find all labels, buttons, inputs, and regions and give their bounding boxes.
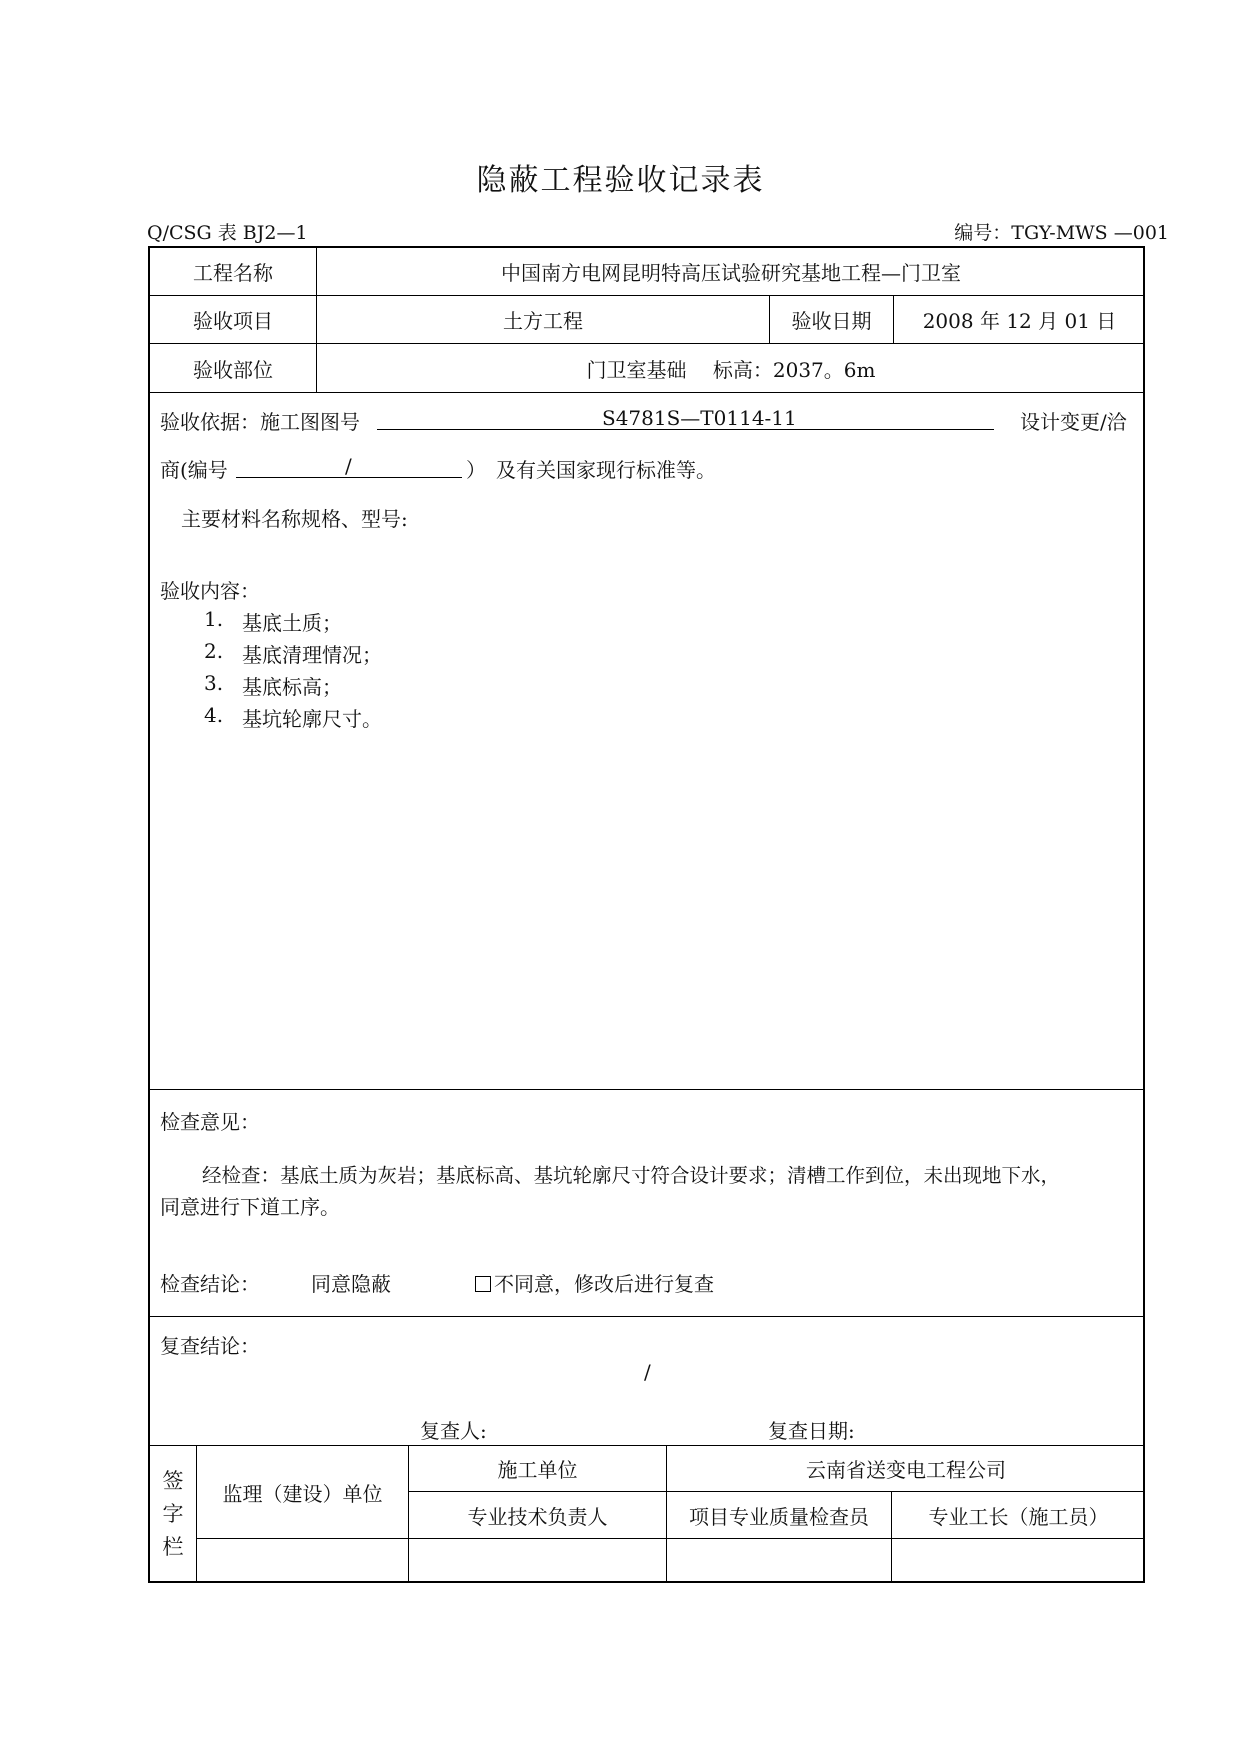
serial-number: 编号：TGY-MWS —001 — [954, 222, 1169, 244]
construction-unit-label: 施工单位 — [497, 1458, 578, 1482]
recheck-label: 复查结论： — [160, 1334, 260, 1358]
inspect-part-value: 门卫室基础 标高：2037。6m — [586, 357, 876, 382]
foreman-signature-cell[interactable] — [892, 1539, 1145, 1583]
row-divider — [150, 1316, 1145, 1317]
list-item: 基底标高； — [242, 675, 342, 699]
list-item: 基底土质； — [242, 611, 342, 635]
list-item-number: 2. — [204, 639, 224, 663]
disagree-checkbox[interactable] — [475, 1276, 491, 1292]
list-item-number: 3. — [204, 671, 224, 695]
tech-lead-label: 专业技术负责人 — [467, 1504, 608, 1529]
supervisor-unit-label: 监理（建设）单位 — [222, 1481, 383, 1506]
project-name-value: 中国南方电网昆明特高压试验研究基地工程—门卫室 — [501, 261, 961, 285]
row-divider — [150, 392, 1145, 393]
opinion-text-line1: 经检查：基底土质为灰岩；基底标高、基坑轮廓尺寸符合设计要求；清槽工作到位，未出现地下水， — [202, 1164, 1061, 1187]
design-change-label: 设计变更/洽 — [1020, 410, 1127, 434]
opinion-text-line2: 同意进行下道工序。 — [160, 1195, 340, 1219]
inspect-item-value: 土方工程 — [503, 309, 583, 333]
list-item-number: 1. — [204, 607, 224, 631]
project-name-label: 工程名称 — [193, 261, 273, 285]
change-no-prefix: 商(编号 — [160, 458, 228, 482]
basis-prefix: 验收依据：施工图图号 — [160, 410, 360, 434]
change-number: / — [345, 454, 352, 478]
opinion-label: 检查意见： — [160, 1110, 260, 1134]
content-label: 验收内容： — [160, 579, 260, 603]
materials-label: 主要材料名称规格、型号: — [181, 507, 408, 531]
rechecker-label: 复查人: — [420, 1419, 487, 1443]
inspection-form — [148, 246, 1145, 1583]
inspect-part-label: 验收部位 — [193, 357, 273, 382]
row-divider — [150, 1089, 1145, 1090]
conclusion-label: 检查结论： — [160, 1272, 260, 1296]
form-code: Q/CSG 表 BJ2—1 — [147, 222, 308, 244]
signature-side-label: 签 字 栏 — [162, 1469, 184, 1559]
inspect-item-label: 验收项目 — [193, 309, 273, 333]
inspect-date-label: 验收日期 — [791, 309, 872, 333]
recheck-value: / — [644, 1360, 651, 1384]
foreman-label: 专业工长（施工员） — [928, 1504, 1109, 1529]
recheck-date-label: 复查日期: — [768, 1419, 855, 1443]
standards-note: ） 及有关国家现行标准等。 — [466, 458, 716, 482]
disagree-text: 不同意，修改后进行复查 — [494, 1272, 714, 1296]
conclusion-disagree — [475, 1268, 714, 1297]
list-item-number: 4. — [204, 703, 224, 727]
qc-inspector-label: 项目专业质量检查员 — [689, 1504, 869, 1529]
inspect-date-value: 2008 年 12 月 01 日 — [922, 309, 1117, 333]
drawing-number: S4781S—T0114-11 — [602, 406, 797, 430]
conclusion-agree: 同意隐蔽 — [311, 1272, 391, 1296]
page-title: 隐蔽工程验收记录表 — [476, 163, 765, 198]
supervisor-signature-cell[interactable] — [197, 1539, 408, 1583]
list-item: 基坑轮廓尺寸。 — [242, 707, 382, 731]
list-item: 基底清理情况； — [242, 643, 382, 667]
tech-lead-signature-cell[interactable] — [409, 1539, 666, 1583]
qc-inspector-signature-cell[interactable] — [667, 1539, 891, 1583]
construction-unit-value: 云南省送变电工程公司 — [806, 1458, 1006, 1482]
